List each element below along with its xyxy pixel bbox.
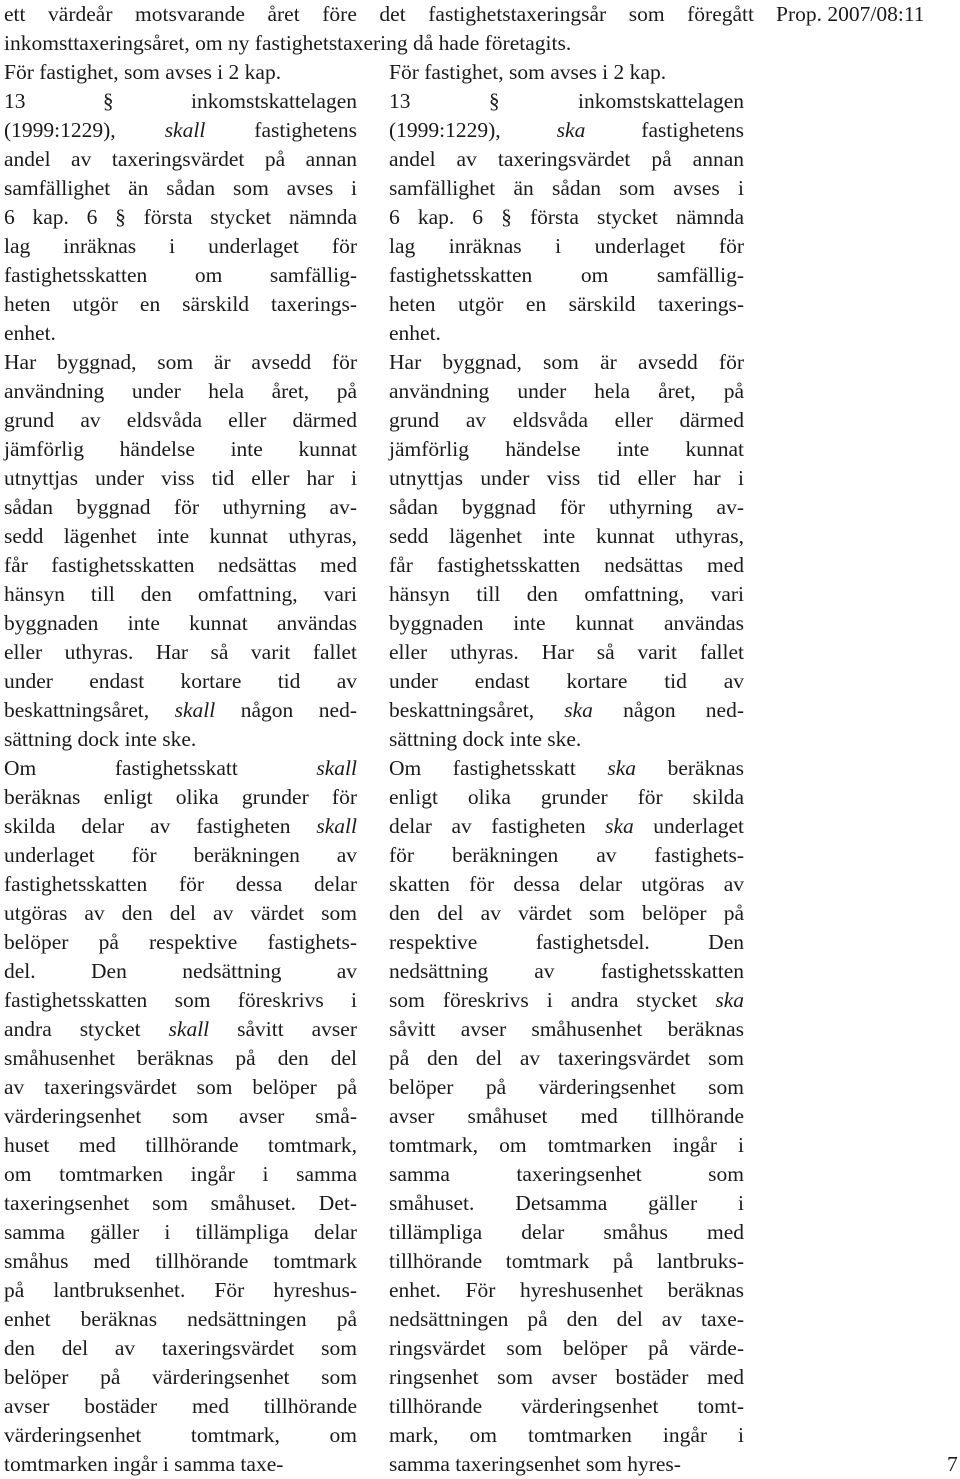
text-segment: enhet. För hyreshusenhet beräknas [389,1278,744,1302]
text-line [4,1247,357,1276]
text-segment: eller uthyras. Har så varit fallet [389,640,744,664]
text-segment: För fastighet, som avses i 2 kap. [389,60,667,84]
text-line [389,1102,744,1131]
text-line [389,1334,744,1363]
text-line [4,841,357,870]
text-line [4,435,357,464]
text-line [4,1102,357,1131]
text-segment: under endast kortare tid av [389,669,744,693]
text-segment: värderingsenhet tomtmark, om [4,1423,357,1447]
text-line [4,638,357,667]
text-segment: samfällighet än sådan som avses i [4,176,357,200]
text-line [4,1305,357,1334]
text-line [389,58,744,87]
text-segment: mark, om tomtmarken ingår i [389,1423,744,1447]
text-line [4,261,357,290]
text-line [389,580,744,609]
text-segment: sådan byggnad för uthyrning av- [4,495,357,519]
text-segment: Om fastighetsskatt [4,756,317,780]
text-line [389,1160,744,1189]
text-segment: den del av taxeringsvärdet som [4,1336,357,1360]
text-line [389,1305,744,1334]
text-line [389,754,744,783]
emphasized-word: skall [174,698,216,722]
text-segment: tillhörande värderingsenhet tomt- [389,1394,744,1418]
text-segment: utnyttjas under viss tid eller har i [389,466,744,490]
text-segment: sedd lägenhet inte kunnat uthyras, [4,524,357,548]
text-segment: enhet. [389,321,441,345]
text-segment: småhus med tillhörande tomtmark [4,1249,357,1273]
text-line [4,986,357,1015]
text-line [4,928,357,957]
text-line [389,116,744,145]
proposition-reference: Prop. 2007/08:11 [776,2,925,26]
text-line [389,957,744,986]
text-line [4,116,357,145]
text-segment: såvitt avser småhusenhet beräknas [389,1017,744,1041]
text-segment: byggnaden inte kunnat användas [389,611,744,635]
text-line [389,319,744,348]
text-segment: heten utgör en särskild taxerings- [389,292,744,316]
emphasized-word: skall [316,814,357,838]
text-segment: enligt olika grunder för skilda [389,785,744,809]
text-line [4,1131,357,1160]
text-line [389,725,744,754]
text-line [4,551,357,580]
text-segment: samma gäller i tillämpliga delar [4,1220,357,1244]
text-segment: ringsvärdet som belöper på värde- [389,1336,744,1360]
text-segment: beräknas enligt olika grunder för [4,785,357,809]
text-segment: som föreskrivs i andra stycket [389,988,716,1012]
text-line [4,1334,357,1363]
text-segment: nedsättning av fastighetsskatten [389,959,744,983]
text-segment: samfällighet än sådan som avses i [389,176,744,200]
text-segment: 6 kap. 6 § första stycket nämnda [389,205,744,229]
text-segment: underlaget för beräkningen av [4,843,357,867]
text-segment: beskattningsåret, [4,698,175,722]
emphasized-word: ska [564,698,593,722]
text-segment: belöper på värderingsenhet som [4,1365,357,1389]
text-segment: får fastighetsskatten nedsättas med [389,553,744,577]
text-line [389,261,744,290]
text-segment: värderingsenhet som avser små- [4,1104,357,1128]
text-line [4,1363,357,1392]
text-segment: fastighetsskatten för dessa delar [4,872,357,896]
text-line [4,783,357,812]
text-line [4,1450,357,1479]
text-segment: enhet. [4,321,56,345]
text-segment: för beräkningen av fastighets- [389,843,744,867]
text-line [389,1015,744,1044]
text-segment: sättning dock inte ske. [389,727,582,751]
text-line: inkomsttaxeringsåret, om ny fastighetstaxering då hade företagits. [4,31,572,55]
text-line [389,1189,744,1218]
text-segment: användning under hela året, på [389,379,744,403]
text-segment: tillämpliga delar småhus med [389,1220,744,1244]
text-segment: tillhörande tomtmark på lantbruks- [389,1249,744,1273]
text-segment: byggnaden inte kunnat användas [4,611,357,635]
text-segment: skilda delar av fastigheten [4,814,317,838]
text-line [389,551,744,580]
text-segment: sådan byggnad för uthyrning av- [389,495,744,519]
text-line [389,406,744,435]
text-line [389,87,744,116]
text-segment: på lantbruksenhet. För hyreshus- [4,1278,357,1302]
text-line [4,203,357,232]
text-segment: samma taxeringsenhet som hyres- [389,1452,681,1476]
text-line [389,145,744,174]
text-line [389,348,744,377]
text-line [4,377,357,406]
text-line [4,464,357,493]
text-line [4,174,357,203]
text-segment: hänsyn till den omfattning, vari [389,582,744,606]
text-segment: taxeringsenhet som småhuset. Det- [4,1191,357,1215]
text-line [389,783,744,812]
text-line [4,754,357,783]
text-line [4,348,357,377]
emphasized-word: ska [607,756,637,780]
text-segment: enhet beräknas nedsättningen på [4,1307,357,1331]
text-segment: fastighetens [205,118,357,142]
text-line [389,1421,744,1450]
text-segment: belöper på respektive fastighets- [4,930,357,954]
text-segment: 13 § inkomstskattelagen [4,89,357,113]
text-line [4,1276,357,1305]
text-segment: fastighetsskatten som föreskrivs i [4,988,357,1012]
text-segment: avser bostäder med tillhörande [4,1394,357,1418]
text-segment: någon ned- [592,698,744,722]
text-line [4,493,357,522]
text-segment: nedsättningen på den del av taxe- [389,1307,744,1331]
text-segment: av taxeringsvärdet som belöper på [4,1075,357,1099]
text-segment: (1999:1229), [4,118,165,142]
text-line [4,609,357,638]
text-segment: respektive fastighetsdel. Den [389,930,744,954]
text-segment: belöper på värderingsenhet som [389,1075,744,1099]
text-line [4,58,357,87]
text-segment: jämförlig händelse inte kunnat [389,437,744,461]
text-line [4,1015,357,1044]
text-line [389,464,744,493]
text-segment: får fastighetsskatten nedsättas med [4,553,357,577]
emphasized-word: ska [605,814,634,838]
text-segment: För fastighet, som avses i 2 kap. [4,60,282,84]
text-segment: utgöras av den del av värdet som [4,901,357,925]
text-segment: om tomtmarken ingår i samma [4,1162,357,1186]
text-segment: sättning dock inte ske. [4,727,197,751]
text-line [389,1218,744,1247]
text-segment: fastighetsskatten om samfällig- [4,263,357,287]
text-segment: tomtmark, om tomtmarken ingår i [389,1133,744,1157]
emphasized-word: skall [168,1017,210,1041]
text-segment: del. Den nedsättning av [4,959,357,983]
text-segment: på den del av taxeringsvärdet som [389,1046,744,1070]
text-segment: beräknas [636,756,745,780]
text-line [4,145,357,174]
text-line [389,1392,744,1421]
text-line [4,290,357,319]
text-line [4,1160,357,1189]
text-line [389,1131,744,1160]
text-line [389,1276,744,1305]
text-segment: 6 kap. 6 § första stycket nämnda [4,205,357,229]
text-line [4,1218,357,1247]
text-line [389,1247,744,1276]
text-segment: andra stycket [4,1017,169,1041]
text-segment: avser småhuset med tillhörande [389,1104,744,1128]
text-line [4,812,357,841]
text-line [4,1189,357,1218]
text-segment: (1999:1229), [389,118,557,142]
text-line [389,377,744,406]
page-number: 7 [947,1452,958,1476]
emphasized-word: skall [164,118,206,142]
text-segment: grund av eldsvåda eller därmed [389,408,744,432]
text-segment: underlaget [633,814,744,838]
text-segment: fastighetens [585,118,744,142]
text-line [389,812,744,841]
text-line [389,290,744,319]
text-segment: lag inräknas i underlaget för [4,234,357,258]
emphasized-word: ska [715,988,744,1012]
emphasized-word: ska [556,118,586,142]
text-line [4,667,357,696]
text-line [389,1044,744,1073]
text-line [389,928,744,957]
text-segment: delar av fastigheten [389,814,606,838]
text-line [389,696,744,725]
text-line [389,667,744,696]
text-line [4,319,357,348]
text-line [4,1073,357,1102]
text-line [389,609,744,638]
text-line [389,986,744,1015]
text-segment: den del av värdet som belöper på [389,901,744,925]
text-line [389,870,744,899]
text-line [389,1450,744,1479]
text-segment: huset med tillhörande tomtmark, [4,1133,357,1157]
text-segment: Har byggnad, som är avsedd för [4,350,357,374]
text-line [389,174,744,203]
text-segment: Har byggnad, som är avsedd för [389,350,744,374]
text-line [389,638,744,667]
text-line [4,406,357,435]
text-segment: fastighetsskatten om samfällig- [389,263,744,287]
text-segment: andel av taxeringsvärdet på annan [389,147,744,171]
text-segment: eller uthyras. Har så varit fallet [4,640,357,664]
text-segment: 13 § inkomstskattelagen [389,89,744,113]
text-line [4,870,357,899]
text-segment: skatten för dessa delar utgöras av [389,872,744,896]
text-line [389,232,744,261]
text-segment: under endast kortare tid av [4,669,357,693]
text-line [4,725,357,754]
text-line: ett värdeår motsvarande året före det fastighetstaxeringsår som föregått [4,2,754,26]
text-segment: beskattningsåret, [389,698,565,722]
text-segment: samma taxeringsenhet som [389,1162,744,1186]
text-line [389,1073,744,1102]
text-segment: andel av taxeringsvärdet på annan [4,147,357,171]
text-segment: Om fastighetsskatt [389,756,608,780]
text-line [4,580,357,609]
text-line [389,522,744,551]
text-segment: tomtmarken ingår i samma taxe- [4,1452,284,1476]
text-line [4,957,357,986]
text-line [4,1421,357,1450]
text-line [4,899,357,928]
text-segment: utnyttjas under viss tid eller har i [4,466,357,490]
text-line [389,899,744,928]
text-line [389,493,744,522]
text-line [4,696,357,725]
text-segment: såvitt avser [209,1017,357,1041]
text-segment: användning under hela året, på [4,379,357,403]
text-segment: sedd lägenhet inte kunnat uthyras, [389,524,744,548]
text-segment: någon ned- [215,698,357,722]
emphasized-word: skall [316,756,357,780]
text-line [389,203,744,232]
text-line [389,841,744,870]
text-segment: småhusenhet beräknas på den del [4,1046,357,1070]
text-segment: jämförlig händelse inte kunnat [4,437,357,461]
text-line [4,232,357,261]
text-segment: lag inräknas i underlaget för [389,234,744,258]
text-line [4,1392,357,1421]
text-line [4,522,357,551]
text-segment: grund av eldsvåda eller därmed [4,408,357,432]
text-line [389,435,744,464]
text-segment: ringsenhet som avser bostäder med [389,1365,744,1389]
text-segment: heten utgör en särskild taxerings- [4,292,357,316]
text-line [4,87,357,116]
text-segment: småhuset. Detsamma gäller i [389,1191,744,1215]
text-segment: hänsyn till den omfattning, vari [4,582,357,606]
text-line [389,1363,744,1392]
text-line [4,1044,357,1073]
